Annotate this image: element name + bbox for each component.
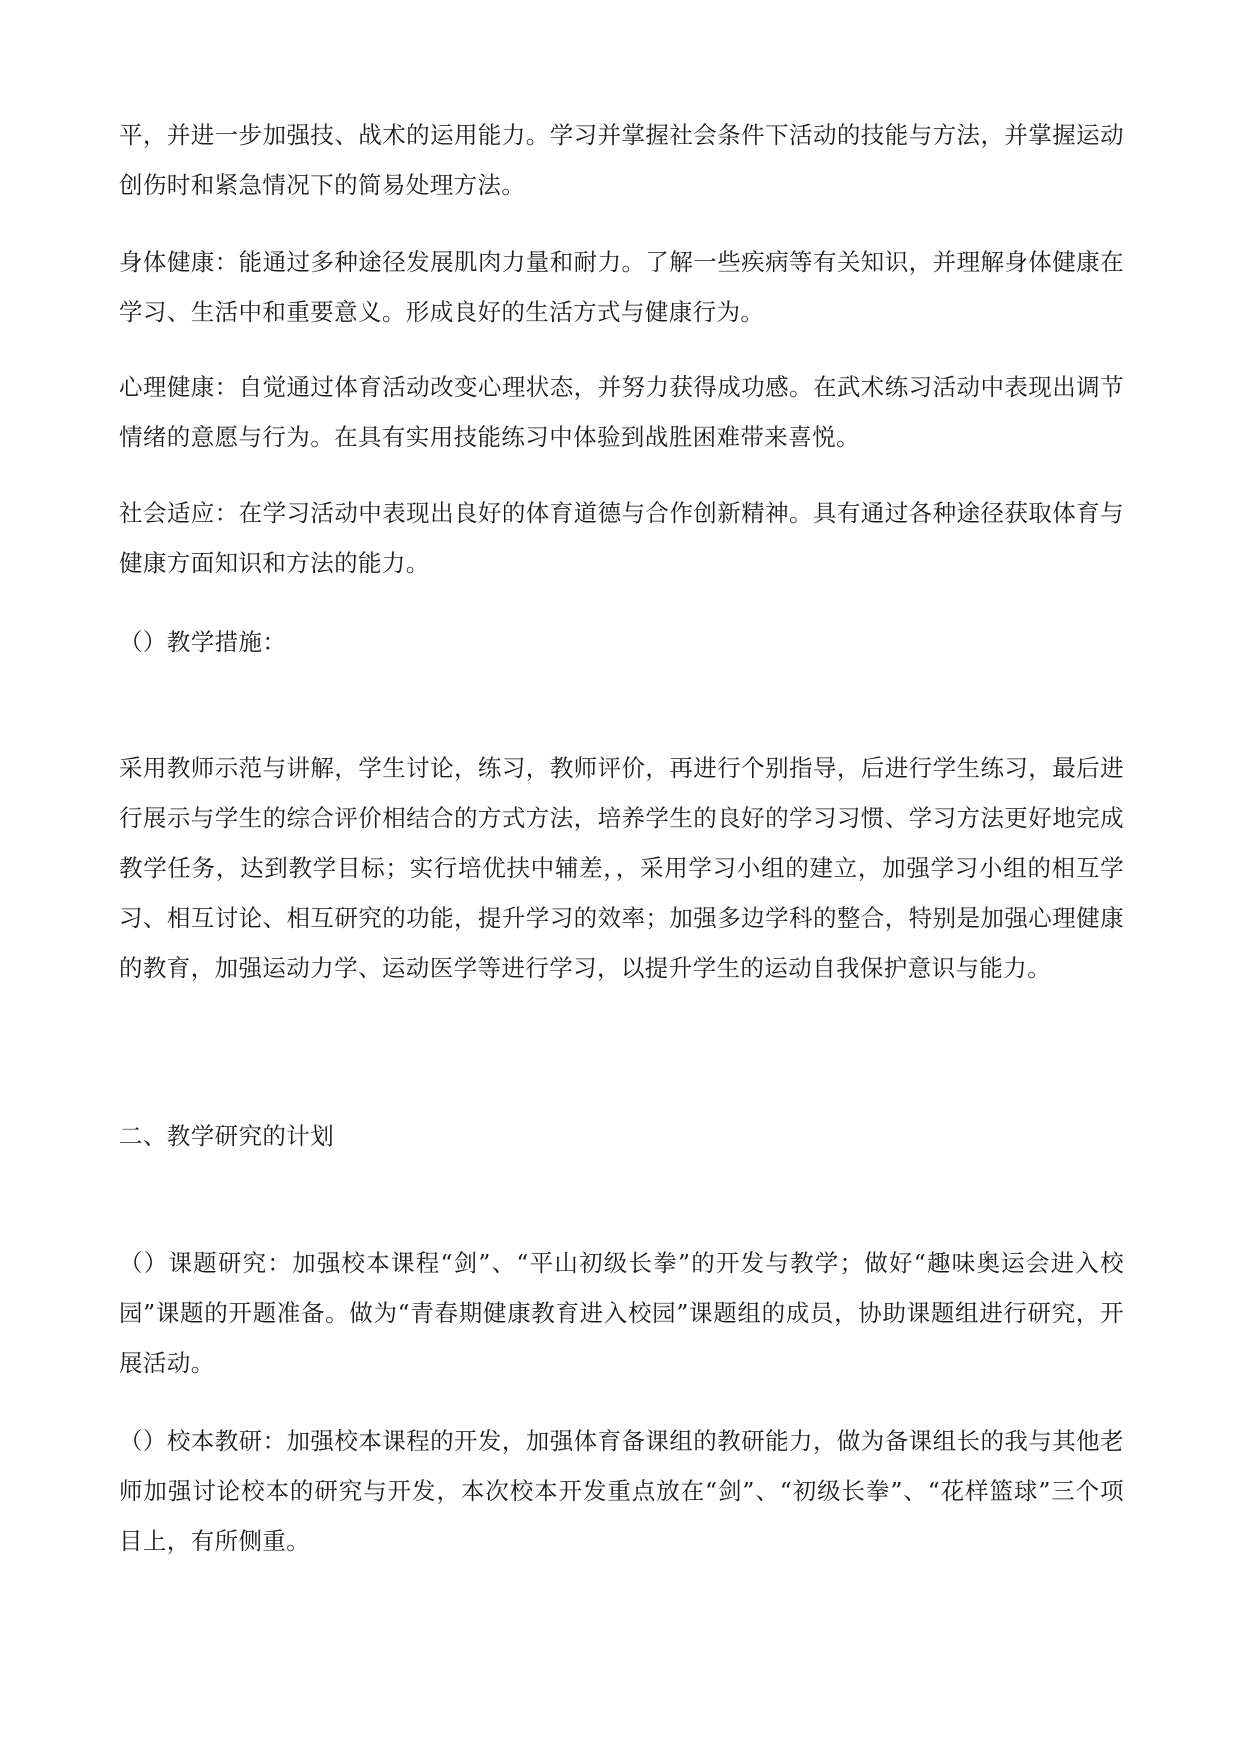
- paragraph-teaching-measures: 采用教师示范与讲解，学生讨论，练习，教师评价，再进行个别指导，后进行学生练习，最后进行展示与学生的综合评价相结合的方式方法，培养学生的良好的学习习惯、学习方法更好地完成教学任务，达到教学目标；实行培优扶中辅差，，采用学习小组的建立，加强学习小组的相互学习、相互讨论、相互研究的功能，提升学习的效率；加强多边学科的整合，特别是加强心理健康的教育，加强运动力学、运动医学等进行学习，以提升学生的运动自我保护意识与能力。: [119, 754, 1124, 982]
- paragraph-skills: 平，并进一步加强技、战术的运用能力。学习并掌握社会条件下活动的技能与方法，并掌握运动创伤时和紧急情况下的简易处理方法。: [119, 121, 1124, 199]
- paragraph-physical-health: 身体健康：能通过多种途径发展肌肉力量和耐力。了解一些疾病等有关知识，并理解身体健康在学习、生活中和重要意义。形成良好的生活方式与健康行为。: [119, 248, 1124, 326]
- section-two-heading: 二、教学研究的计划: [119, 1122, 335, 1150]
- paragraph-mental-health: 心理健康：自觉通过体育活动改变心理状态，并努力获得成功感。在武术练习活动中表现出调节情绪的意愿与行为。在具有实用技能练习中体验到战胜困难带来喜悦。: [119, 373, 1124, 451]
- measures-heading: （）教学措施：: [119, 628, 287, 656]
- paragraph-topic-research: （）课题研究：加强校本课程“剑”、“平山初级长拳”的开发与教学；做好“趣味奥运会进入校园”课题的开题准备。做为“青春期健康教育进入校园”课题组的成员，协助课题组进行研究，开展活动。: [119, 1249, 1124, 1377]
- paragraph-school-research: （）校本教研：加强校本课程的开发，加强体育备课组的教研能力，做为备课组长的我与其他老师加强讨论校本的研究与开发，本次校本开发重点放在“剑”、“初级长拳”、“花样篮球”三个项目上，有所侧重。: [119, 1427, 1124, 1555]
- paragraph-social-adaptation: 社会适应：在学习活动中表现出良好的体育道德与合作创新精神。具有通过各种途径获取体育与健康方面知识和方法的能力。: [119, 499, 1124, 577]
